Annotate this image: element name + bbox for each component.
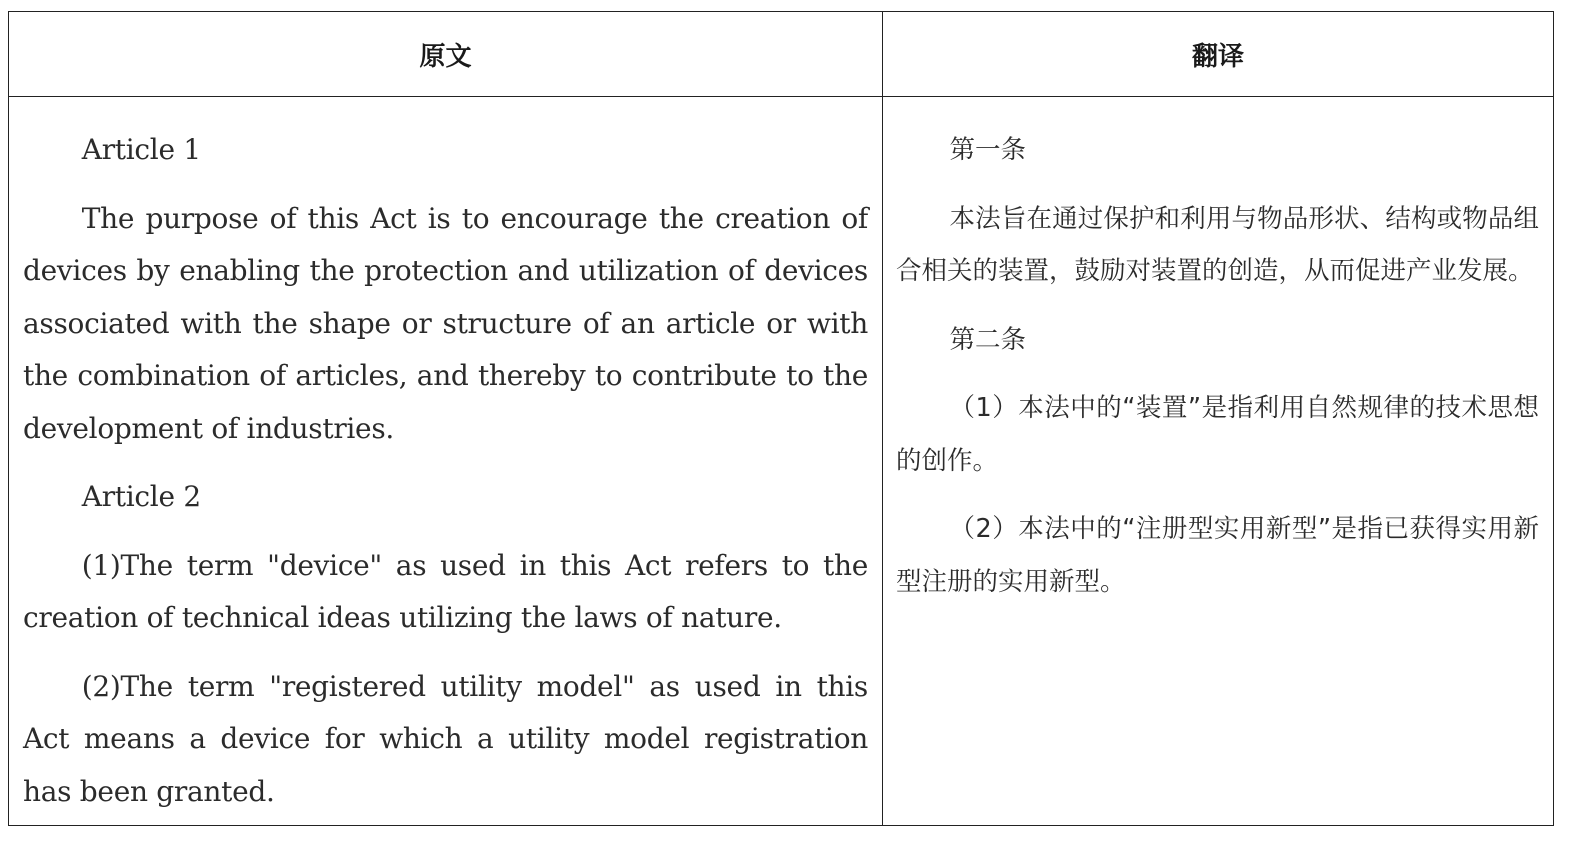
original-article2-item2: (2)The term "registered utility model" as used in this Act means a device for which a utility model registration has been granted.: [23, 669, 868, 808]
original-article2-heading: Article 2: [81, 480, 201, 513]
original-article1-text: The purpose of this Act is to encourage the creation of devices by enabling the protection and utilization of devices associated with the shape or structure of an article or with the combination of articles, and thereby to contribute to the development of industries.: [23, 201, 868, 445]
bilingual-table: [8, 11, 1554, 826]
original-article1-heading: Article 1: [81, 133, 201, 166]
translation-article2-item2: （2）本法中的“注册型实用新型”是指已获得实用新型注册的实用新型。: [896, 514, 1539, 597]
translation-article2-heading: 第二条: [949, 324, 1027, 355]
translation-text-cell: [896, 124, 1539, 624]
column-divider: [882, 12, 883, 825]
original-article2-item1: (1)The term "device" as used in this Act refers to the creation of technical ideas utilizing the laws of nature.: [23, 548, 868, 634]
translation-article1-text: 本法旨在通过保护和利用与物品形状、结构或物品组合相关的装置，鼓励对装置的创造，从而促进产业发展。: [896, 203, 1539, 286]
header-divider: [9, 96, 1553, 97]
header-original: 原文: [419, 41, 472, 72]
original-text-cell: [23, 124, 868, 834]
header-translation: 翻译: [1191, 41, 1244, 72]
translation-article1-heading: 第一条: [949, 135, 1027, 165]
translation-article2-item1: （1）本法中的“装置”是指利用自然规律的技术思想的创作。: [896, 393, 1539, 476]
